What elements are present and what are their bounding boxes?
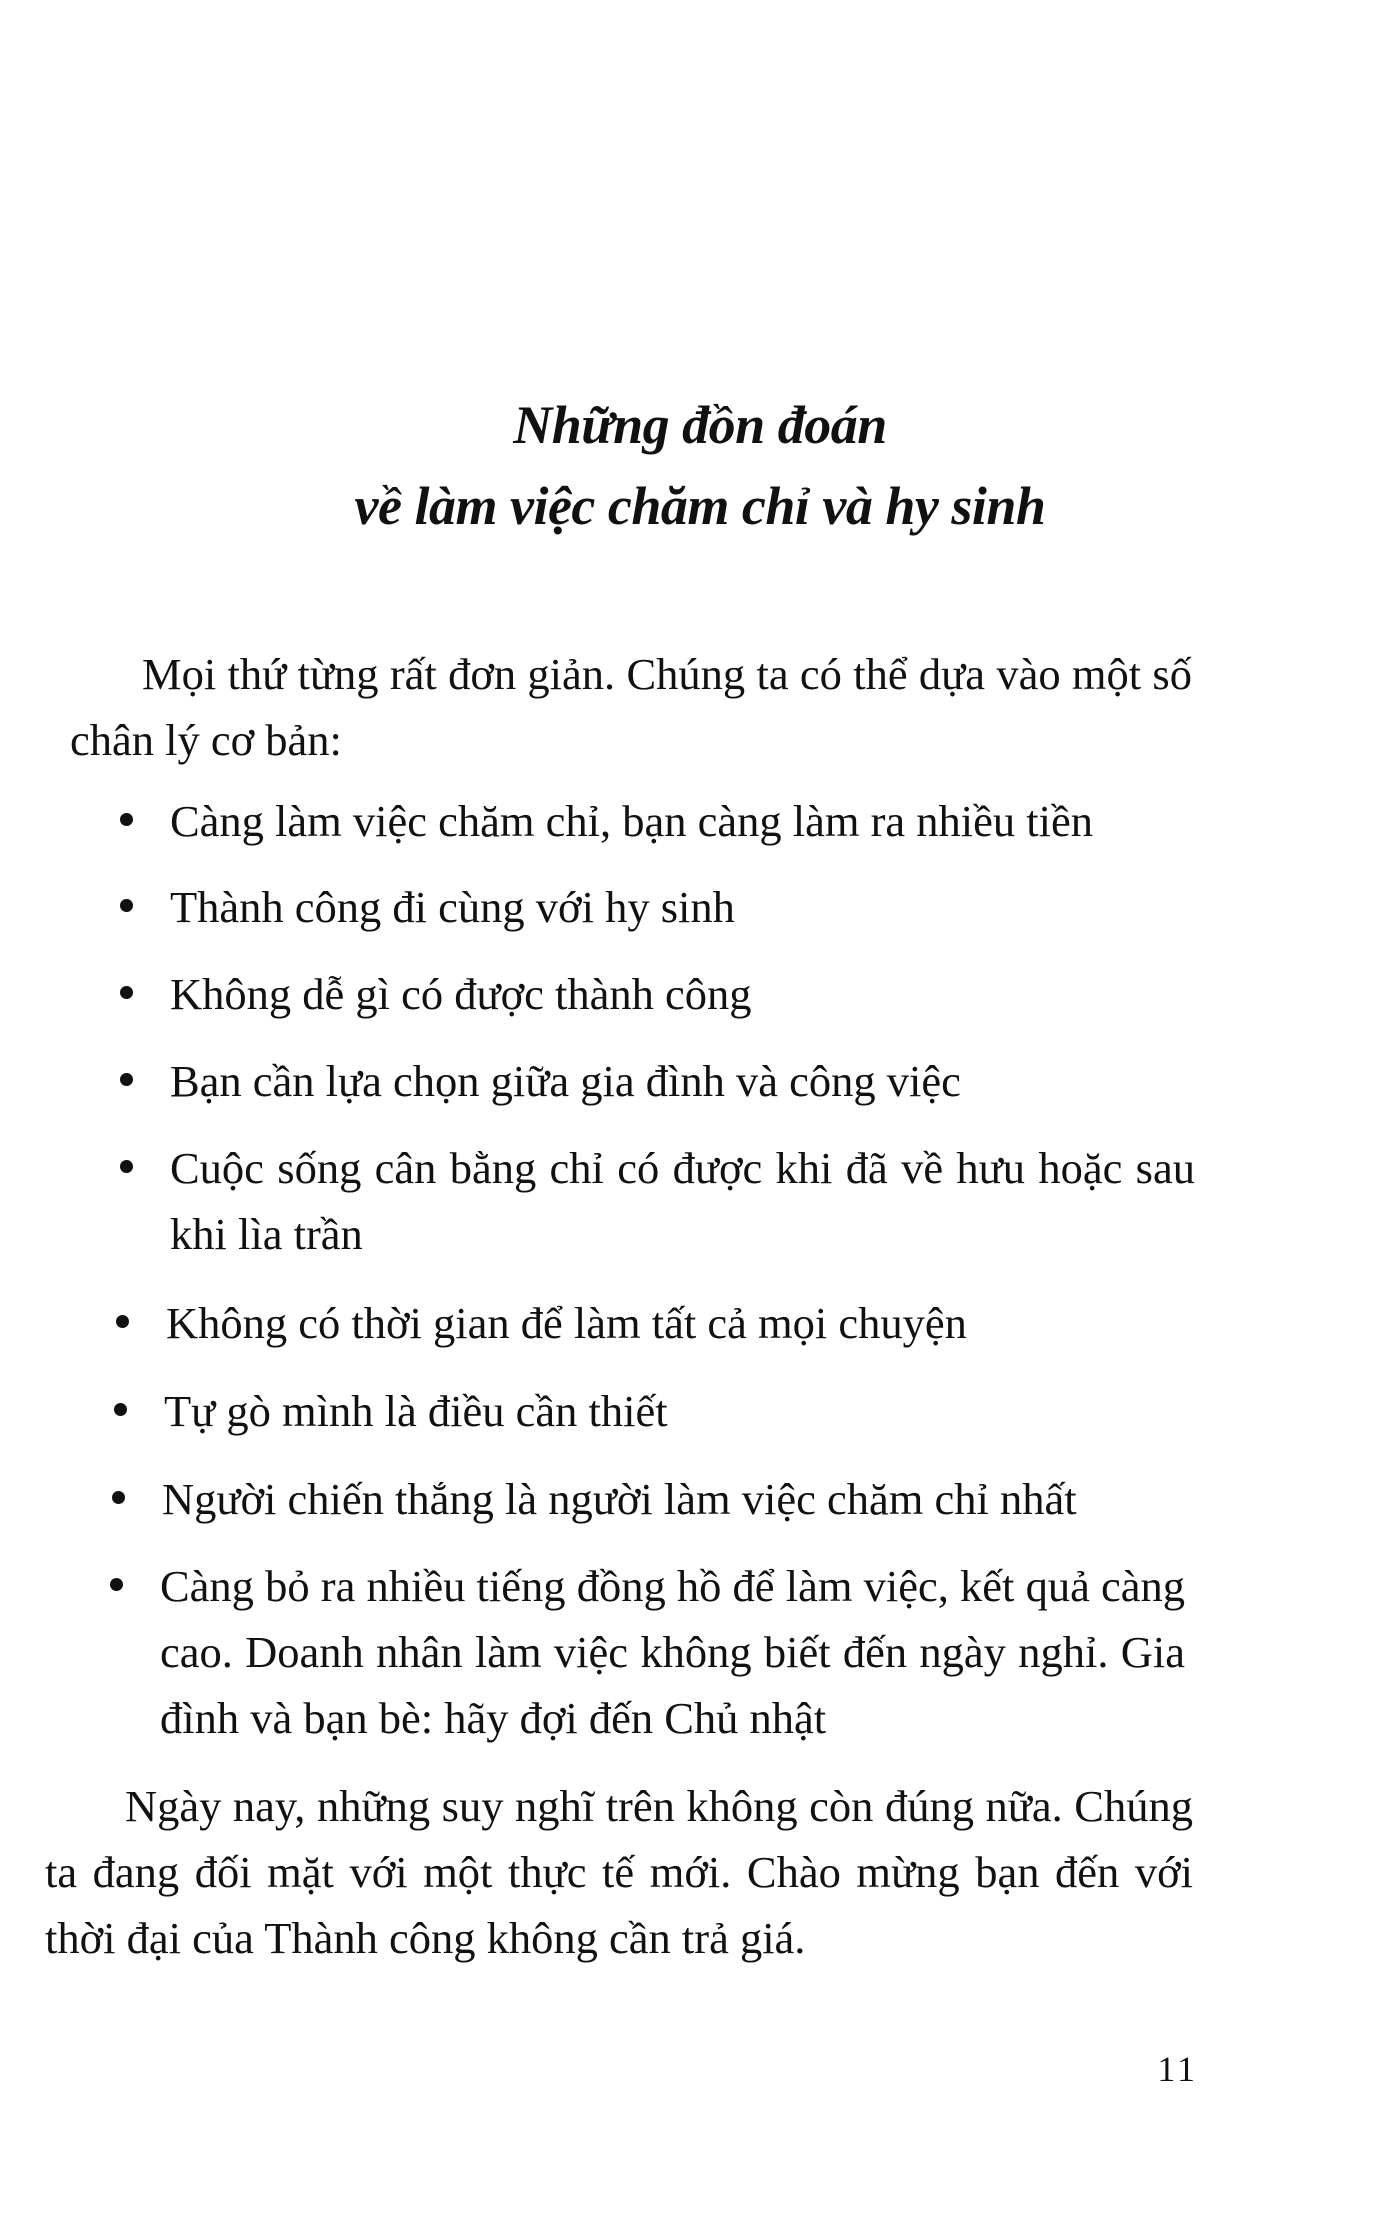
bullet-icon <box>116 1315 129 1328</box>
bullet-icon <box>112 1491 125 1504</box>
list-item-text: Bạn cần lựa chọn giữa gia đình và công việc <box>170 1056 961 1106</box>
intro-paragraph: Mọi thứ từng rất đơn giản. Chúng ta có thể dựa vào một số chân lý cơ bản: <box>70 649 1192 765</box>
chapter-title-line-1: Những đồn đoán <box>513 395 887 455</box>
list-item-text: Càng bỏ ra nhiều tiếng đồng hồ để làm việc, kết quả càng cao. Doanh nhân làm việc không biết đến ngày nghỉ. Gia đình và bạn bè: hãy đợi đến Chủ nhật <box>160 1561 1185 1743</box>
page-number: 11 <box>1157 2049 1198 2089</box>
bullet-icon <box>120 813 133 826</box>
closing-paragraph: Ngày nay, những suy nghĩ trên không còn đúng nữa. Chúng ta đang đối mặt với một thực tế mới. Chào mừng bạn đến với thời đại của Thành công không cần trả giá. <box>45 1781 1193 1963</box>
list-item-text: Không dễ gì có được thành công <box>170 969 752 1019</box>
list-item-text: Người chiến thắng là người làm việc chăm chỉ nhất <box>162 1474 1077 1524</box>
list-item-text: Không có thời gian để làm tất cả mọi chuyện <box>166 1298 967 1348</box>
chapter-title-line-2: về làm việc chăm chỉ và hy sinh <box>354 476 1046 536</box>
bullet-icon <box>120 1073 133 1086</box>
list-item-text: Càng làm việc chăm chỉ, bạn càng làm ra nhiều tiền <box>170 796 1094 846</box>
bullet-icon <box>120 986 133 999</box>
list-item-text: Cuộc sống cân bằng chỉ có được khi đã về hưu hoặc sau khi lìa trần <box>170 1143 1195 1259</box>
bullet-icon <box>120 899 133 912</box>
list-item-text: Tự gò mình là điều cần thiết <box>164 1386 668 1436</box>
bullet-icon <box>120 1160 133 1173</box>
list-item-text: Thành công đi cùng với hy sinh <box>170 882 735 932</box>
bullet-icon <box>110 1578 123 1591</box>
bullet-icon <box>114 1403 127 1416</box>
